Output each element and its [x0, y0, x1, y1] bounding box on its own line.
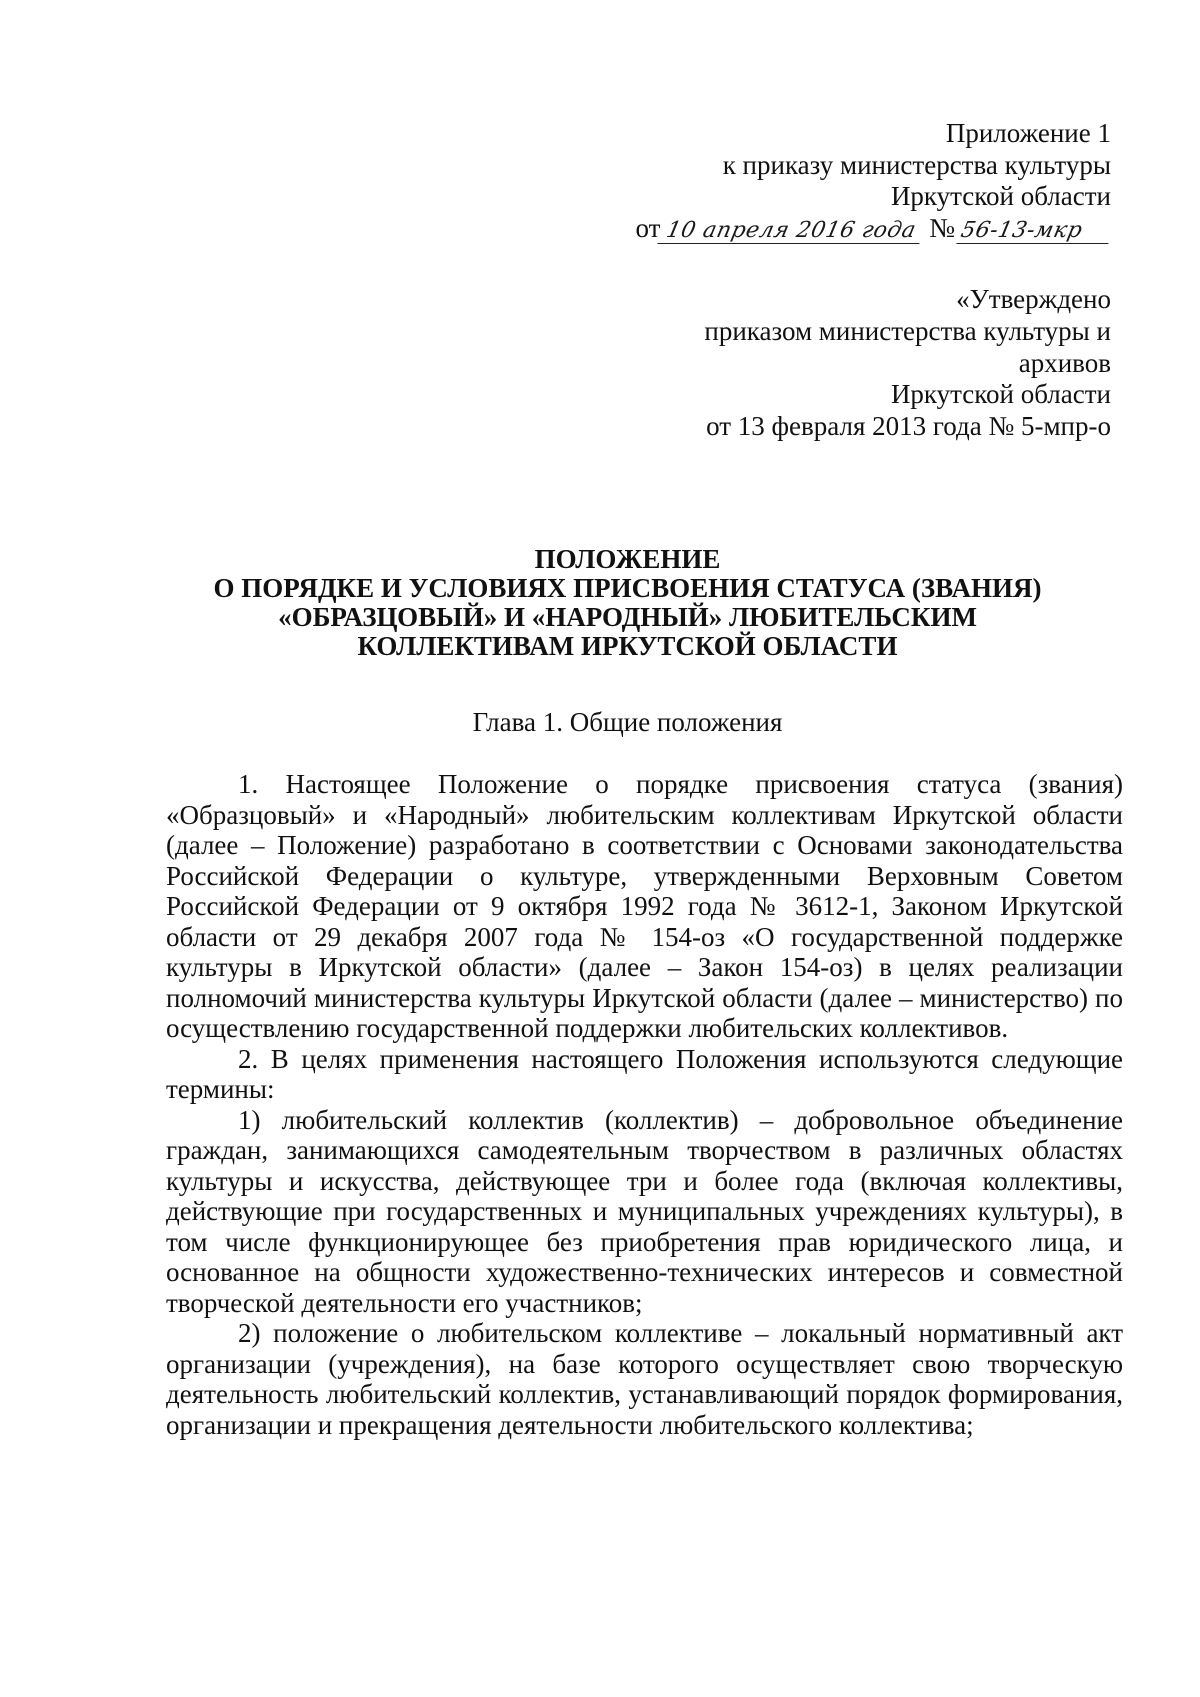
title-line-4: КОЛЛЕКТИВАМ ИРКУТСКОЙ ОБЛАСТИ	[357, 631, 898, 661]
paragraph-1: 1. Настоящее Положение о порядке присвоения статуса (звания) «Образцовый» и «Народный» любительским коллективам Иркутской области (далее – Положение) разработано в соответствии с Основами законодательства Российской Федерации о культуре, утвержденными Верховным Советом Российской Федерации от 9 октября 1992 года № 3612-1, Законом Иркутской области от 29 декабря 2007 года № 154-оз «О государственной поддержке культуры в Иркутской области» (далее – Закон 154-оз) в целях реализации полномочий министерства культуры Иркутской области (далее – министерство) по осуществлению государственной поддержки любительских коллективов.	[166, 769, 1123, 1043]
approved-by-order: приказом министерства культуры и	[704, 315, 1111, 346]
title-line-1: ПОЛОЖЕНИЕ	[534, 544, 721, 574]
number-prefix: №	[929, 212, 955, 243]
paragraph-4: 2) положение о любительском коллективе – локальный нормативный акт организации (учреждения), на базе которого осуществляет свою творческую деятельность любительский коллектив, устанавливающий порядок формирования, организации и прекращения деятельности любительского коллектива;	[166, 1318, 1123, 1440]
approved-archives: архивов	[1018, 347, 1111, 378]
annex-date-number-line	[636, 213, 1111, 245]
title-line-2: О ПОРЯДКЕ И УСЛОВИЯХ ПРИСВОЕНИЯ СТАТУСА (ЗВАНИЯ)	[213, 573, 1042, 603]
approved-heading: «Утверждено	[956, 284, 1111, 314]
document-body	[166, 769, 1123, 1440]
paragraph-2: 2. В целях применения настоящего Положения используются следующие термины:	[166, 1043, 1123, 1104]
annex-region: Иркутской области	[890, 181, 1111, 211]
date-prefix: от	[635, 212, 661, 243]
document-title	[150, 545, 1105, 661]
approved-region: Иркутской области	[890, 379, 1111, 410]
annex-header	[636, 118, 1111, 244]
annex-title: Приложение 1	[945, 118, 1111, 148]
paragraph-3: 1) любительский коллектив (коллектив) – добровольное объединение граждан, занимающихся самодеятельным творчеством в различных областях культуры и искусства, действующее три и более года (включая коллективы, действующие при государственных и муниципальных учреждениях культуры), в том числе функционирующее без приобретения прав юридического лица, и основанное на общности художественно-технических интересов и совместной творческой деятельности его участников;	[166, 1104, 1123, 1318]
approval-stamp-text	[704, 284, 1111, 443]
approved-date-number: от 13 февраля 2013 года № 5-мпр-о	[706, 411, 1111, 442]
title-line-3: «ОБРАЗЦОВЫЙ» И «НАРОДНЫЙ» ЛЮБИТЕЛЬСКИМ	[278, 602, 977, 632]
annex-order-reference: к приказу министерства культуры	[722, 149, 1111, 180]
chapter-heading: Глава 1. Общие положения	[472, 707, 783, 737]
handwritten-number: 56-13-мкр	[956, 219, 1113, 244]
handwritten-date: 10 апреля 2016 года	[658, 219, 925, 244]
